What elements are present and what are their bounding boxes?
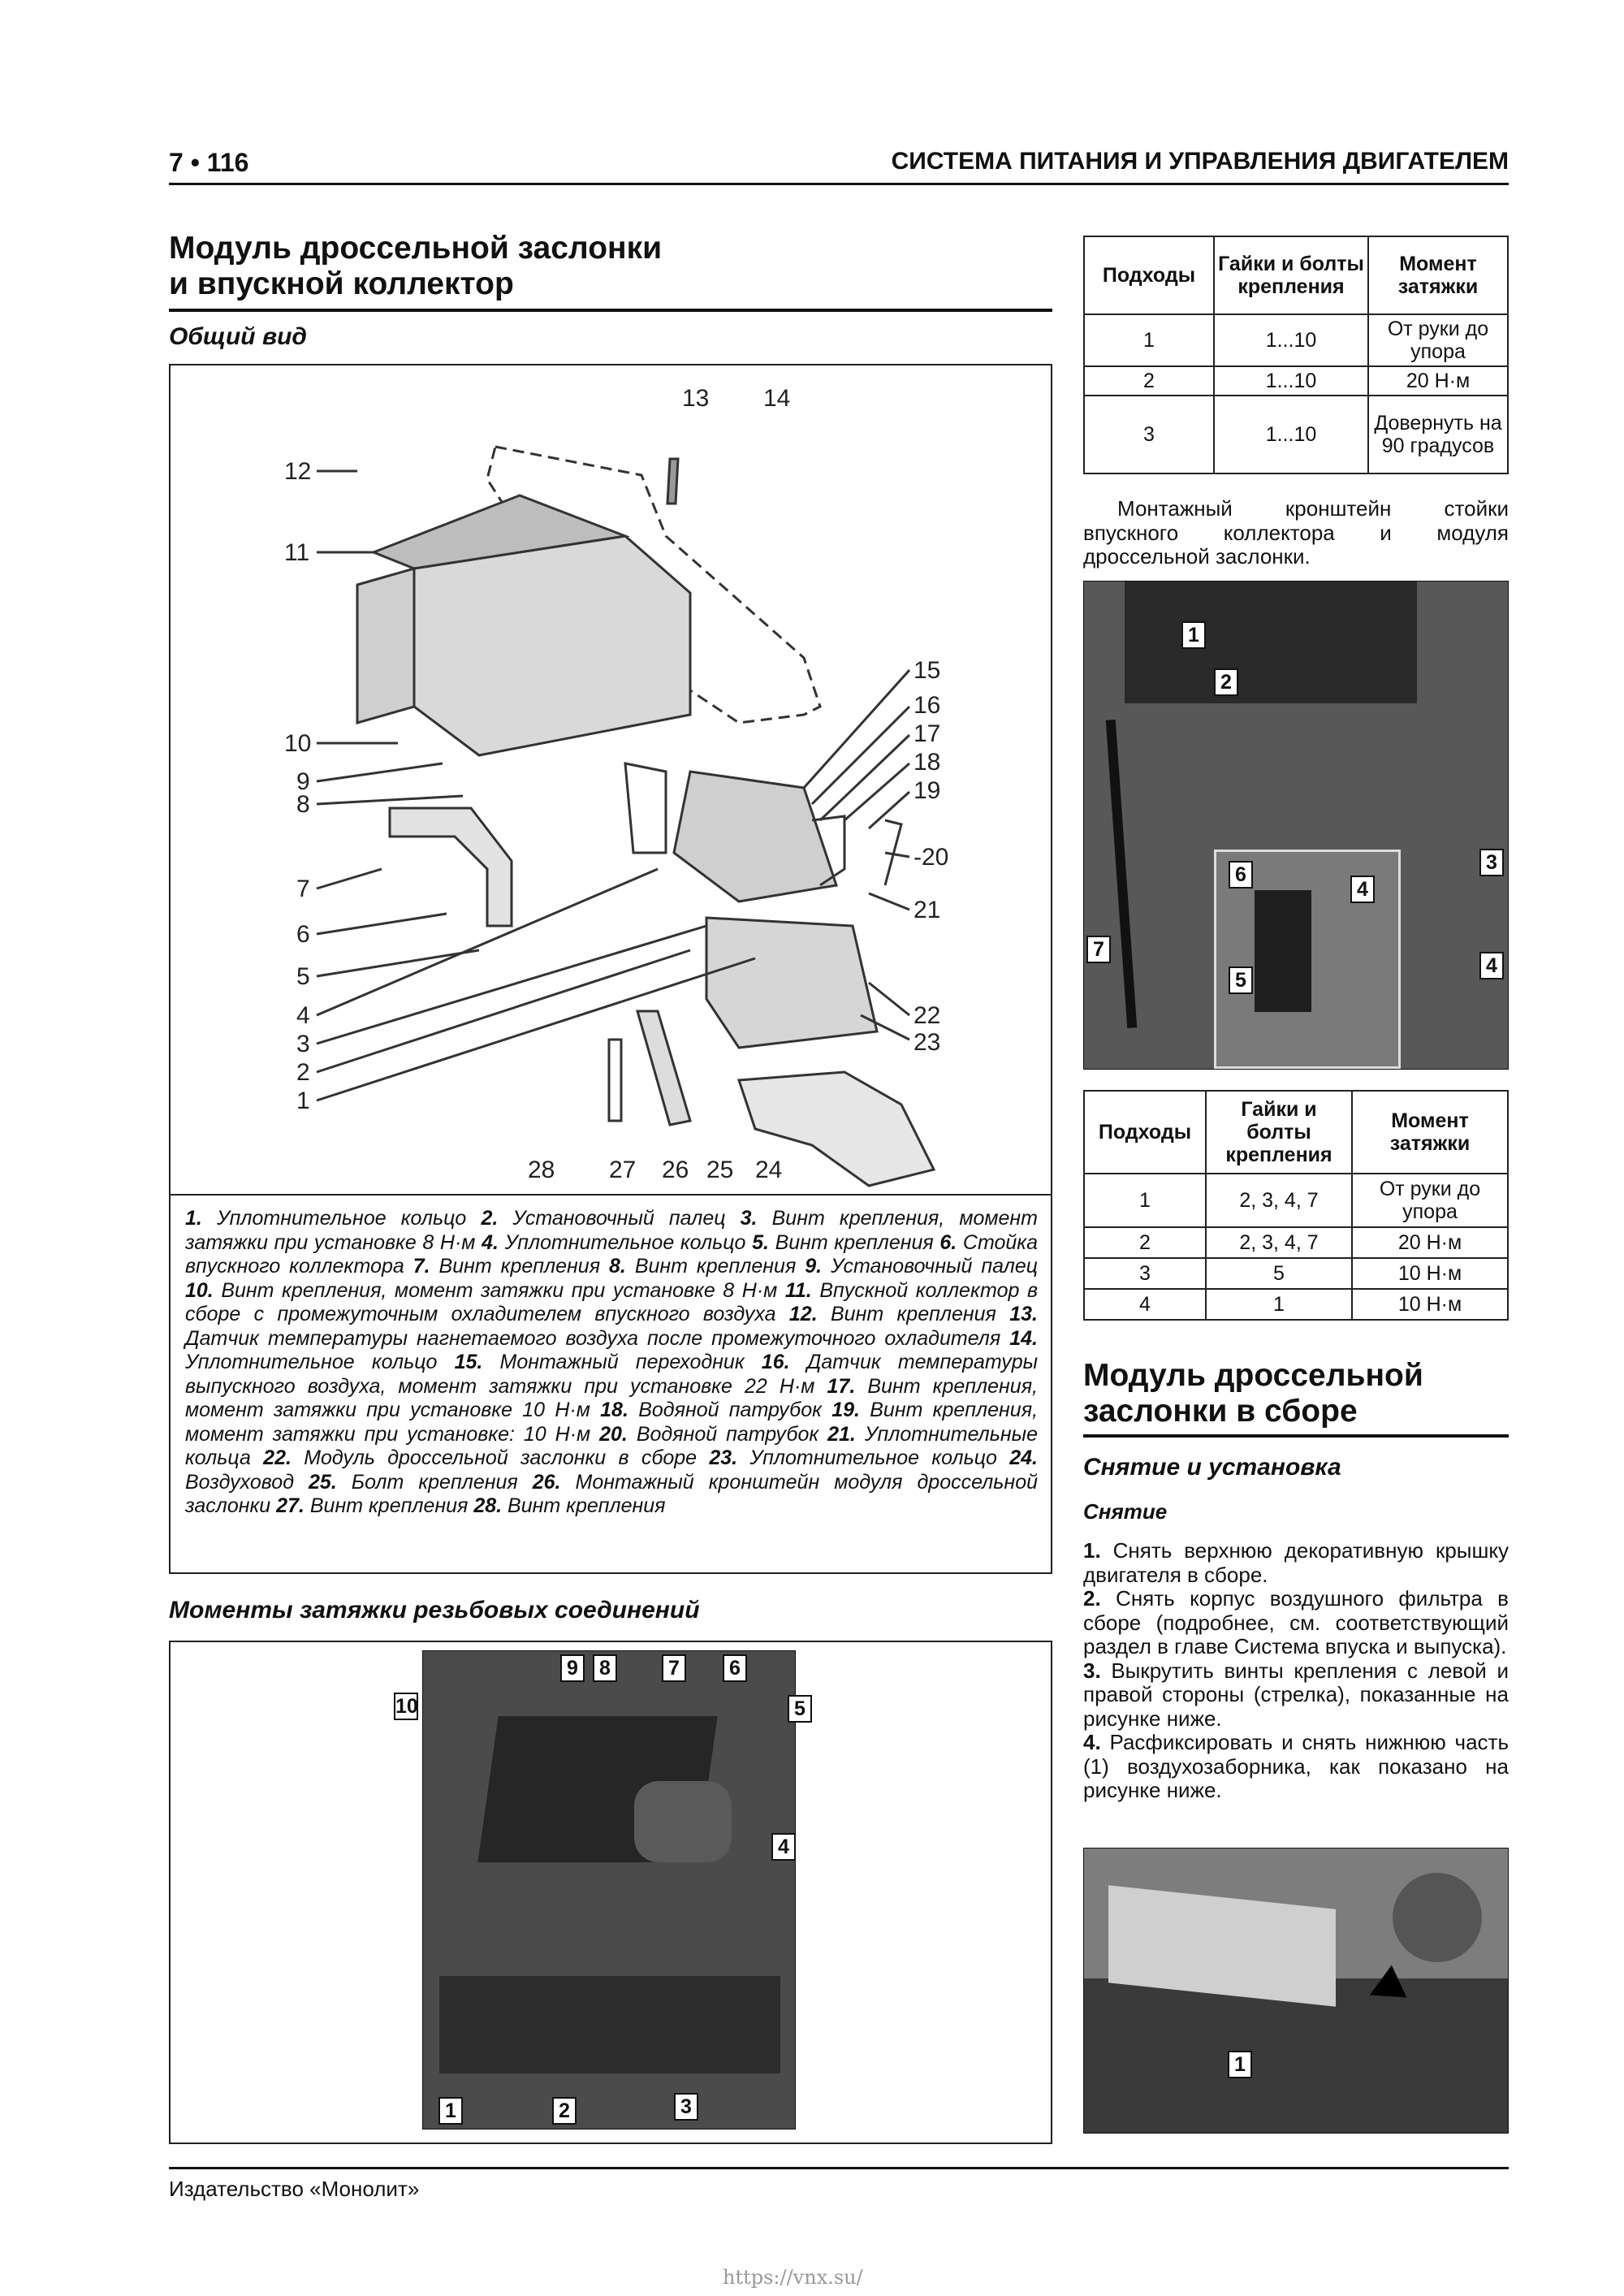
caption-number: 25. (309, 1470, 352, 1494)
removal-step (1083, 1587, 1509, 1659)
caption-text: Винт крепления, момент затяжки при установке 10 Н·м (185, 1374, 1039, 1421)
diagram-caption (185, 1207, 1038, 1519)
table1-cell: 1 (1084, 314, 1214, 366)
callout-14: 14 (763, 385, 791, 412)
caption-text: Монтажный кронштейн модуля дроссельной заслонки (185, 1470, 1038, 1517)
table2-cell: 2, 3, 4, 7 (1206, 1174, 1352, 1227)
caption-number: 4. (482, 1230, 505, 1254)
table2-cell: От руки до упора (1352, 1174, 1508, 1227)
step-text: Снять верхнюю декоративную крышку двигателя в сборе. (1083, 1538, 1509, 1587)
publisher: Издательство «Монолит» (169, 2177, 420, 2201)
caption-number: 20. (599, 1422, 637, 1446)
caption-text: Винт крепления (309, 1494, 474, 1517)
table1-cell: 1...10 (1214, 396, 1368, 473)
torque-table-2 (1083, 1090, 1509, 1321)
caption-text: Уплотнительное кольцо (185, 1351, 455, 1373)
page-header (169, 148, 1509, 185)
table2-cell: 4 (1084, 1289, 1206, 1320)
callout-22: 22 (914, 1002, 941, 1029)
photo2-label-6: 6 (1229, 861, 1253, 889)
caption-text: Датчик температуры нагнетаемого воздуха после промежуточного охладителя (185, 1326, 1010, 1350)
caption-number: 15. (454, 1351, 500, 1373)
caption-number: 8. (609, 1255, 635, 1278)
callout-16: 16 (914, 692, 941, 719)
caption-text: Винт крепления (775, 1230, 940, 1254)
step-number: 4. (1083, 1730, 1110, 1754)
caption-text: Установочный палец (512, 1207, 741, 1230)
torque-table-1 (1083, 236, 1509, 474)
assembly-title (1083, 1358, 1509, 1438)
table1-header: Момент затяжки (1368, 236, 1508, 314)
assembly-title-line2: заслонки в сборе (1083, 1394, 1358, 1429)
table1-cell: От руки до упора (1368, 314, 1508, 366)
assembly-title-line1: Модуль дроссельной (1083, 1358, 1423, 1393)
caption-text: Винт крепления, момент затяжки при установке 8 Н·м (221, 1278, 785, 1302)
photo2-label-3: 3 (1479, 849, 1504, 876)
callout-2: 2 (296, 1059, 310, 1086)
callout-11: 11 (284, 539, 310, 566)
table2-cell: 2, 3, 4, 7 (1206, 1227, 1352, 1258)
removal-steps (1083, 1539, 1509, 1803)
callout-18: 18 (914, 749, 941, 776)
photo2-label-4: 4 (1350, 876, 1375, 903)
torque-photo-box (169, 1641, 1052, 2144)
callout-5: 5 (296, 963, 310, 990)
table2-cell: 1 (1084, 1174, 1206, 1227)
torque-heading: Моменты затяжки резьбовых соединений (169, 1597, 700, 1624)
callout-9: 9 (296, 768, 310, 795)
photo2-label-7: 7 (1086, 936, 1111, 963)
step-text: Расфиксировать и снять нижнюю часть (1) воздухозаборника, как показано на рисунке ниже. (1083, 1730, 1509, 1802)
caption-number: 22. (263, 1446, 304, 1469)
callout-19: 19 (914, 777, 941, 804)
callout-28: 28 (528, 1157, 555, 1183)
removal-step (1083, 1539, 1509, 1587)
callout-3: 3 (296, 1031, 310, 1057)
caption-number: 26. (532, 1470, 576, 1494)
caption-number: 19. (831, 1399, 870, 1421)
caption-text: Винт крепления (438, 1255, 609, 1278)
callout-23: 23 (914, 1029, 941, 1056)
caption-text: Воздуховод (185, 1470, 309, 1494)
section-title: СИСТЕМА ПИТАНИЯ И УПРАВЛЕНИЯ ДВИГАТЕЛЕМ (891, 148, 1509, 175)
torque-label-9: 9 (560, 1654, 585, 1682)
step-number: 3. (1083, 1658, 1112, 1683)
table1-cell: 1...10 (1214, 314, 1368, 366)
caption-number: 16. (761, 1351, 807, 1373)
caption-number: 11. (784, 1278, 820, 1302)
main-title-line1: Модуль дроссельной заслонки (169, 231, 663, 266)
caption-text: Монтажный переходник (499, 1351, 762, 1373)
torque-label-2: 2 (552, 2097, 577, 2125)
caption-text: Водяной патрубок (636, 1422, 828, 1446)
torque-label-4: 4 (771, 1833, 796, 1861)
caption-text: Винт крепления, момент затяжки при установке: 10 Н·м (185, 1399, 1039, 1446)
caption-text: Уплотнительное кольцо (749, 1446, 1010, 1469)
table2-cell: 2 (1084, 1227, 1206, 1258)
callout-1: 1 (296, 1087, 310, 1114)
caption-text: Болт крепления (351, 1470, 533, 1494)
torque-label-5: 5 (788, 1695, 812, 1723)
callout-25: 25 (706, 1157, 734, 1183)
caption-text: Впускной коллектор в сборе с промежуточным охладителем впускного воздуха (185, 1278, 1038, 1325)
table2-cell: 3 (1084, 1258, 1206, 1289)
table1-header: Подходы (1084, 236, 1214, 314)
caption-number: 5. (752, 1230, 775, 1254)
callout-13: 13 (682, 385, 710, 412)
caption-text: Уплотнительное кольцо (216, 1207, 482, 1230)
table2-header: Подходы (1084, 1091, 1206, 1174)
caption-text: Водяной патрубок (638, 1399, 832, 1421)
table2-header: Момент затяжки (1352, 1091, 1508, 1174)
removal-label: Снятие (1083, 1499, 1168, 1524)
callout-4: 4 (296, 1002, 310, 1029)
caption-text: Винт крепления (831, 1303, 1010, 1325)
callout-12: 12 (284, 458, 312, 485)
photo2-label-4b: 4 (1479, 952, 1504, 979)
caption-number: 27. (276, 1494, 310, 1517)
exploded-diagram-box (169, 364, 1052, 1574)
caption-text: Уплотнительное кольцо (504, 1230, 753, 1254)
callout-26: 26 (662, 1157, 689, 1183)
caption-text: Модуль дроссельной заслонки в сборе (304, 1446, 710, 1469)
callout-17: 17 (914, 720, 941, 747)
caption-number: 21. (827, 1422, 865, 1446)
caption-number: 6. (939, 1230, 963, 1254)
caption-number: 23. (709, 1446, 750, 1469)
table1-cell: Довернуть на 90 градусов (1368, 396, 1508, 473)
caption-text: Винт крепления, момент затяжки при установке 8 Н·м (185, 1207, 1039, 1254)
callout-20: -20 (914, 844, 949, 871)
footer-rule (169, 2167, 1509, 2169)
removal-step (1083, 1731, 1509, 1803)
intake-photo-label-1: 1 (1228, 2051, 1252, 2078)
callout-27: 27 (609, 1157, 637, 1183)
callout-10: 10 (284, 730, 312, 757)
table2-cell: 10 Н·м (1352, 1289, 1508, 1320)
table1-cell: 2 (1084, 366, 1214, 396)
photo2-label-1: 1 (1181, 621, 1206, 649)
caption-text: Винт крепления (634, 1255, 806, 1278)
table2-cell: 20 Н·м (1352, 1227, 1508, 1258)
photo2-label-5: 5 (1229, 966, 1253, 994)
caption-text: Установочный палец (831, 1255, 1039, 1278)
removal-step (1083, 1659, 1509, 1732)
caption-text: Стойка впускного коллектора (185, 1230, 1039, 1278)
page-number: 7 • 116 (169, 148, 249, 177)
photo2-label-2: 2 (1214, 668, 1238, 696)
callout-8: 8 (296, 791, 310, 818)
callout-15: 15 (914, 657, 941, 684)
callout-7: 7 (296, 876, 310, 902)
bracket-text: Монтажный кронштейн стойки впускного коллектора и модуля дроссельной заслонки. (1083, 496, 1509, 569)
torque-label-1: 1 (438, 2097, 463, 2125)
exploded-diagram (171, 365, 1051, 1198)
table1-cell: 3 (1084, 396, 1214, 473)
torque-photo (422, 1650, 796, 2130)
table2-cell: 1 (1206, 1289, 1352, 1320)
step-text: Снять корпус воздушного фильтра в сборе (подробнее, см. соответствующий раздел в главе Система впуска и выпуска). (1083, 1586, 1509, 1658)
callout-24: 24 (755, 1157, 783, 1183)
caption-number: 14. (1009, 1326, 1038, 1350)
air-intake-photo (1083, 1848, 1509, 2134)
table1-cell: 1...10 (1214, 366, 1368, 396)
callout-6: 6 (296, 921, 310, 948)
watermark-link[interactable]: https://vnx.su/ (723, 2266, 863, 2289)
torque-label-7: 7 (662, 1654, 686, 1682)
caption-text: Датчик температуры выпускного воздуха, момент затяжки при установке 22 Н·м (185, 1351, 1038, 1398)
caption-text: Винт крепления (508, 1494, 666, 1517)
bracket-photo (1083, 581, 1509, 1070)
caption-number: 10. (185, 1278, 222, 1302)
torque-label-6: 6 (723, 1654, 747, 1682)
torque-label-8: 8 (593, 1654, 617, 1682)
table1-header: Гайки и болты крепления (1214, 236, 1368, 314)
caption-number: 12. (788, 1303, 831, 1325)
table1-cell: 20 Н·м (1368, 366, 1508, 396)
main-title-line2: и впускной коллектор (169, 266, 514, 301)
table2-cell: 5 (1206, 1258, 1352, 1289)
main-title (169, 231, 1052, 312)
callout-21: 21 (914, 897, 941, 923)
caption-number: 7. (412, 1255, 439, 1278)
caption-number: 9. (805, 1255, 831, 1278)
step-number: 2. (1083, 1586, 1116, 1611)
torque-label-3: 3 (674, 2093, 698, 2121)
caption-number: 3. (740, 1207, 772, 1230)
caption-number: 13. (1009, 1303, 1039, 1325)
caption-number: 18. (600, 1399, 639, 1421)
general-view-heading: Общий вид (169, 323, 307, 350)
caption-number: 17. (827, 1374, 868, 1398)
caption-number: 2. (481, 1207, 513, 1230)
step-text: Выкрутить винты крепления с левой и правой стороны (стрелка), показанные на рисунке ниже. (1083, 1658, 1509, 1731)
table2-header: Гайки и болты крепления (1206, 1091, 1352, 1174)
caption-number: 1. (185, 1207, 217, 1230)
caption-number: 28. (473, 1494, 508, 1517)
table2-cell: 10 Н·м (1352, 1258, 1508, 1289)
caption-number: 24. (1009, 1446, 1038, 1469)
assembly-subheading: Снятие и установка (1083, 1454, 1341, 1481)
torque-label-10: 10 (394, 1693, 418, 1720)
caption-text: Уплотнительные кольца (185, 1422, 1038, 1469)
step-number: 1. (1083, 1538, 1113, 1563)
